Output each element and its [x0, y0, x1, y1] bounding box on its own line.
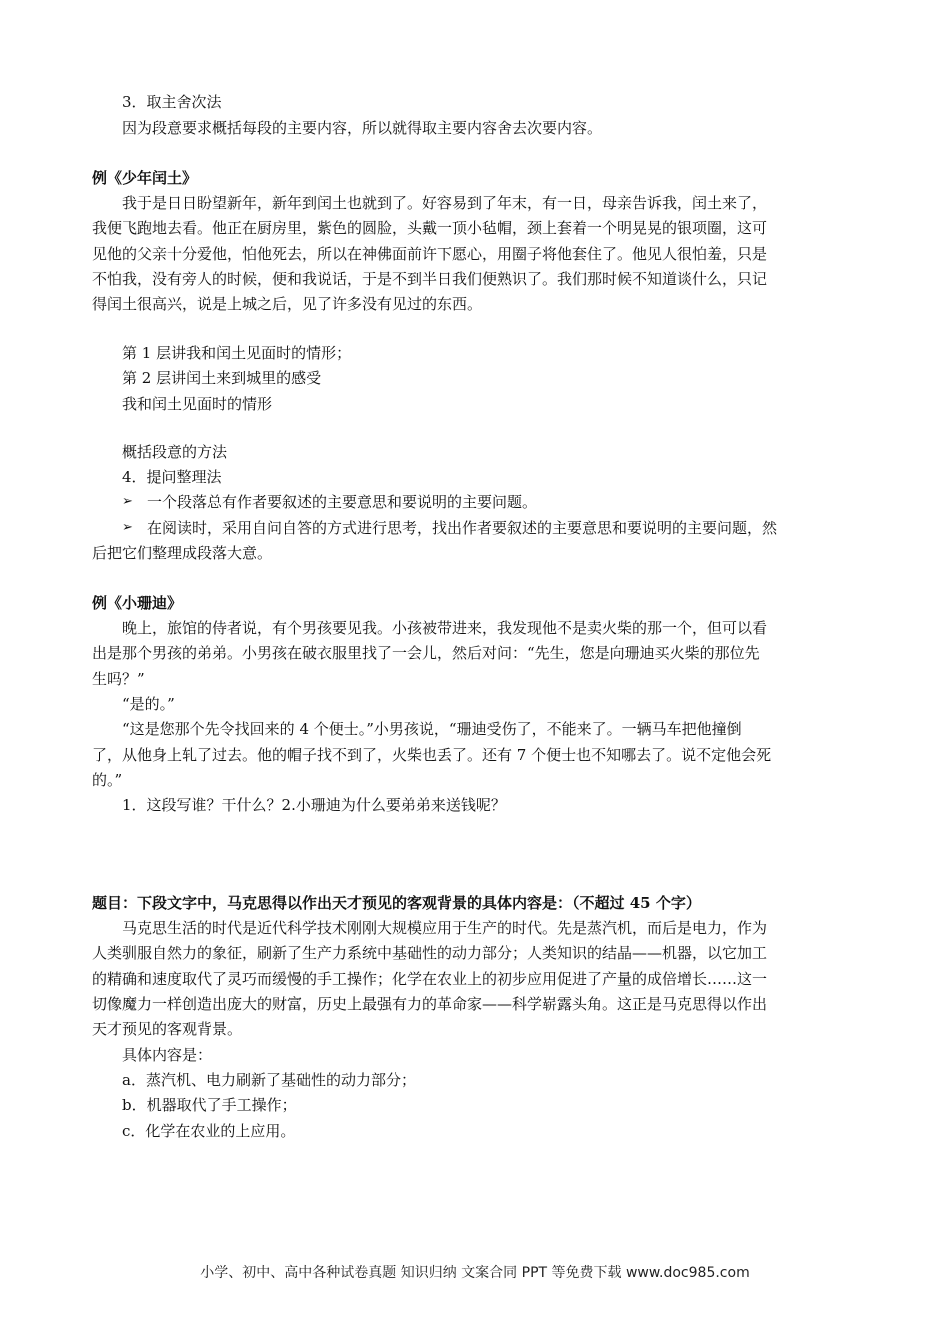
bullet-text: 一个段落总有作者要叙述的主要意思和要说明的主要问题。: [147, 493, 538, 511]
paragraph-line: “是的。”: [122, 695, 175, 713]
answer-item: b．机器取代了手工操作；: [122, 1096, 297, 1114]
paragraph-line: 不怕我，没有旁人的时候，便和我说话，于是不到半日我们便熟识了。我们那时候不知道谈什么，只记: [92, 270, 768, 288]
paragraph-line: “这是您那个先令找回来的 4 个便士。”小男孩说，“珊迪受伤了，不能来了。一辆马车把他撞倒: [122, 720, 742, 738]
arrow-bullet-icon: ➢: [122, 494, 133, 509]
paragraph-line: 我于是日日盼望新年，新年到闰土也就到了。好容易到了年末，有一日，母亲告诉我，闰土来了，: [122, 194, 768, 212]
problem-title: 题目：下段文字中，马克思得以作出天才预见的客观背景的具体内容是：（不超过 45 个字）: [92, 894, 701, 912]
answer-label: 具体内容是：: [122, 1046, 213, 1064]
paragraph-line: 的精确和速度取代了灵巧而缓慢的手工操作；化学在农业上的初步应用促进了产量的成倍增长……这一: [92, 970, 768, 988]
answer-item: a．蒸汽机、电力刷新了基础性的动力部分；: [122, 1071, 416, 1089]
paragraph-line: 人类驯服自然力的象征，刷新了生产力系统中基础性的动力部分；人类知识的结晶——机器，以它加工: [92, 944, 768, 962]
arrow-bullet-icon: ➢: [122, 520, 133, 535]
example-title: 例《小珊迪》: [92, 594, 183, 612]
example-title: 例《少年闰土》: [92, 169, 198, 187]
paragraph-line: 我便飞跑地去看。他正在厨房里，紫色的圆脸，头戴一顶小毡帽，颈上套着一个明晃晃的银项圈，这可: [92, 219, 768, 237]
section-heading: 3．取主舍次法: [122, 93, 222, 111]
page-footer: 小学、初中、高中各种试卷真题 知识归纳 文案合同 PPT 等免费下载 www.doc985.com: [200, 1265, 750, 1281]
paragraph-line: 得闰土很高兴，说是上城之后，见了许多没有见过的东西。: [92, 295, 483, 313]
paragraph-line: 了，从他身上轧了过去。他的帽子找不到了，火柴也丢了。还有 7 个便士也不知哪去了。说不定他会死: [92, 746, 772, 764]
paragraph-line: 晚上，旅馆的侍者说，有个男孩要见我。小孩被带进来，我发现他不是卖火柴的那一个，但可以看: [122, 619, 768, 637]
paragraph-line: 天才预见的客观背景。: [92, 1020, 243, 1038]
paragraph-line: 生吗？”: [92, 670, 145, 688]
question-line: 1．这段写谁？干什么？2.小珊迪为什么要弟弟来送钱呢？: [122, 796, 506, 814]
paragraph-line: 出是那个男孩的弟弟。小男孩在破衣服里找了一会儿，然后对问：“先生，您是向珊迪买火柴的那位先: [92, 644, 760, 662]
paragraph-line: 的。”: [92, 771, 123, 789]
summary-note: 我和闰土见面时的情形: [122, 395, 273, 413]
method-title: 概括段意的方法: [122, 443, 228, 461]
paragraph-line: 马克思生活的时代是近代科学技术刚刚大规模应用于生产的时代。先是蒸汽机，而后是电力，作为: [122, 919, 768, 937]
answer-item: c．化学在农业的上应用。: [122, 1122, 296, 1140]
bullet-text-continued: 后把它们整理成段落大意。: [92, 544, 273, 562]
bullet-text: 在阅读时，采用自问自答的方式进行思考，找出作者要叙述的主要意思和要说明的主要问题，然: [147, 519, 778, 537]
paragraph-line: 切像魔力一样创造出庞大的财富，历史上最强有力的革命家——科学崭露头角。这正是马克思得以作出: [92, 995, 768, 1013]
method-heading: 4．提问整理法: [122, 468, 222, 486]
layer-note: 第 1 层讲我和闰土见面时的情形；: [122, 344, 352, 362]
section-description: 因为段意要求概括每段的主要内容，所以就得取主要内容舍去次要内容。: [122, 119, 603, 137]
layer-note: 第 2 层讲闰土来到城里的感受: [122, 369, 322, 387]
paragraph-line: 见他的父亲十分爱他，怕他死去，所以在神佛面前许下愿心，用圈子将他套住了。他见人很怕羞，只是: [92, 245, 768, 263]
